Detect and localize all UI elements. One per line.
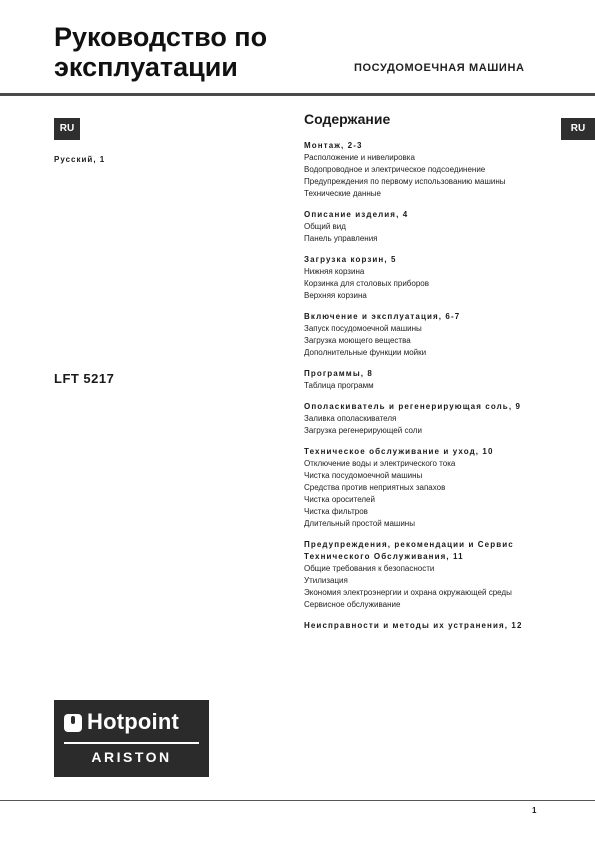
toc-section-title: Монтаж, 2-3 — [304, 141, 363, 150]
product-type: ПОСУДОМОЕЧНАЯ МАШИНА — [354, 62, 525, 74]
toc-item: Нижняя корзина — [304, 267, 365, 276]
toc-section-title: Неисправности и методы их устранения, 12 — [304, 621, 523, 630]
toc-section-title: Ополаскиватель и регенерирующая соль, 9 — [304, 402, 522, 411]
toc-item: Предупреждения по первому использованию машины — [304, 177, 506, 186]
toc-item: Корзинка для столовых приборов — [304, 279, 429, 288]
toc-section — [304, 401, 550, 437]
toc-item: Таблица программ — [304, 381, 374, 390]
toc-item: Запуск посудомоечной машины — [304, 324, 422, 333]
toc-item: Технические данные — [304, 189, 382, 198]
toc-section-title-continued: Технического Обслуживания, 11 — [304, 552, 464, 561]
toc-item: Загрузка регенерирующей соли — [304, 426, 422, 435]
toc-item: Общие требования к безопасности — [304, 564, 435, 573]
language-tab: RU — [561, 118, 595, 140]
toc-item: Чистка фильтров — [304, 507, 368, 516]
toc-section-title: Описание изделия, 4 — [304, 210, 409, 219]
toc-section-title: Программы, 8 — [304, 369, 373, 378]
footer-divider — [0, 800, 595, 801]
logo-divider — [64, 742, 199, 744]
toc-item: Панель управления — [304, 234, 378, 243]
logo-brand-bottom: ARISTON — [91, 749, 172, 765]
toc-item: Чистка посудомоечной машины — [304, 471, 423, 480]
toc-section-title: Техническое обслуживание и уход, 10 — [304, 447, 494, 456]
toc-item: Общий вид — [304, 222, 346, 231]
toc-item: Верхняя корзина — [304, 291, 367, 300]
toc-item: Длительный простой машины — [304, 519, 415, 528]
toc-item: Расположение и нивелировка — [304, 153, 415, 162]
toc-item: Средства против неприятных запахов — [304, 483, 446, 492]
toc-item: Сервисное обслуживание — [304, 600, 401, 609]
toc-section — [304, 254, 550, 302]
language-label: Русский, 1 — [54, 155, 106, 164]
toc-item: Экономия электроэнергии и охрана окружающей среды — [304, 588, 512, 597]
toc-item: Водопроводное и электрическое подсоединение — [304, 165, 486, 174]
header-divider — [0, 93, 595, 96]
toc-section-title: Загрузка корзин, 5 — [304, 255, 397, 264]
toc-item: Утилизация — [304, 576, 348, 585]
document-title — [54, 22, 267, 82]
toc-section — [304, 539, 550, 611]
power-logo-icon — [64, 714, 82, 732]
toc-item: Заливка ополаскивателя — [304, 414, 397, 423]
toc-item: Отключение воды и электрического тока — [304, 459, 456, 468]
toc-item: Чистка оросителей — [304, 495, 375, 504]
page-number: 1 — [532, 806, 537, 815]
toc-item: Загрузка моющего вещества — [304, 336, 411, 345]
toc-item: Дополнительные функции мойки — [304, 348, 427, 357]
toc-section — [304, 140, 550, 200]
toc-section-title: Предупреждения, рекомендации и Сервис — [304, 540, 514, 549]
title-line-1: Руководство по — [54, 22, 268, 52]
table-of-contents — [304, 140, 550, 641]
toc-section — [304, 311, 550, 359]
toc-section — [304, 620, 550, 632]
toc-section — [304, 446, 550, 530]
logo-brand-top: Hotpoint — [87, 709, 180, 734]
toc-heading: Содержание — [304, 111, 391, 127]
model-number: LFT 5217 — [54, 371, 115, 386]
title-line-2: эксплуатации — [54, 52, 238, 82]
toc-section-title: Включение и эксплуатация, 6-7 — [304, 312, 461, 321]
language-badge: RU — [54, 118, 80, 140]
hotpoint-ariston-logo — [54, 700, 209, 777]
toc-section — [304, 209, 550, 245]
toc-section — [304, 368, 550, 392]
